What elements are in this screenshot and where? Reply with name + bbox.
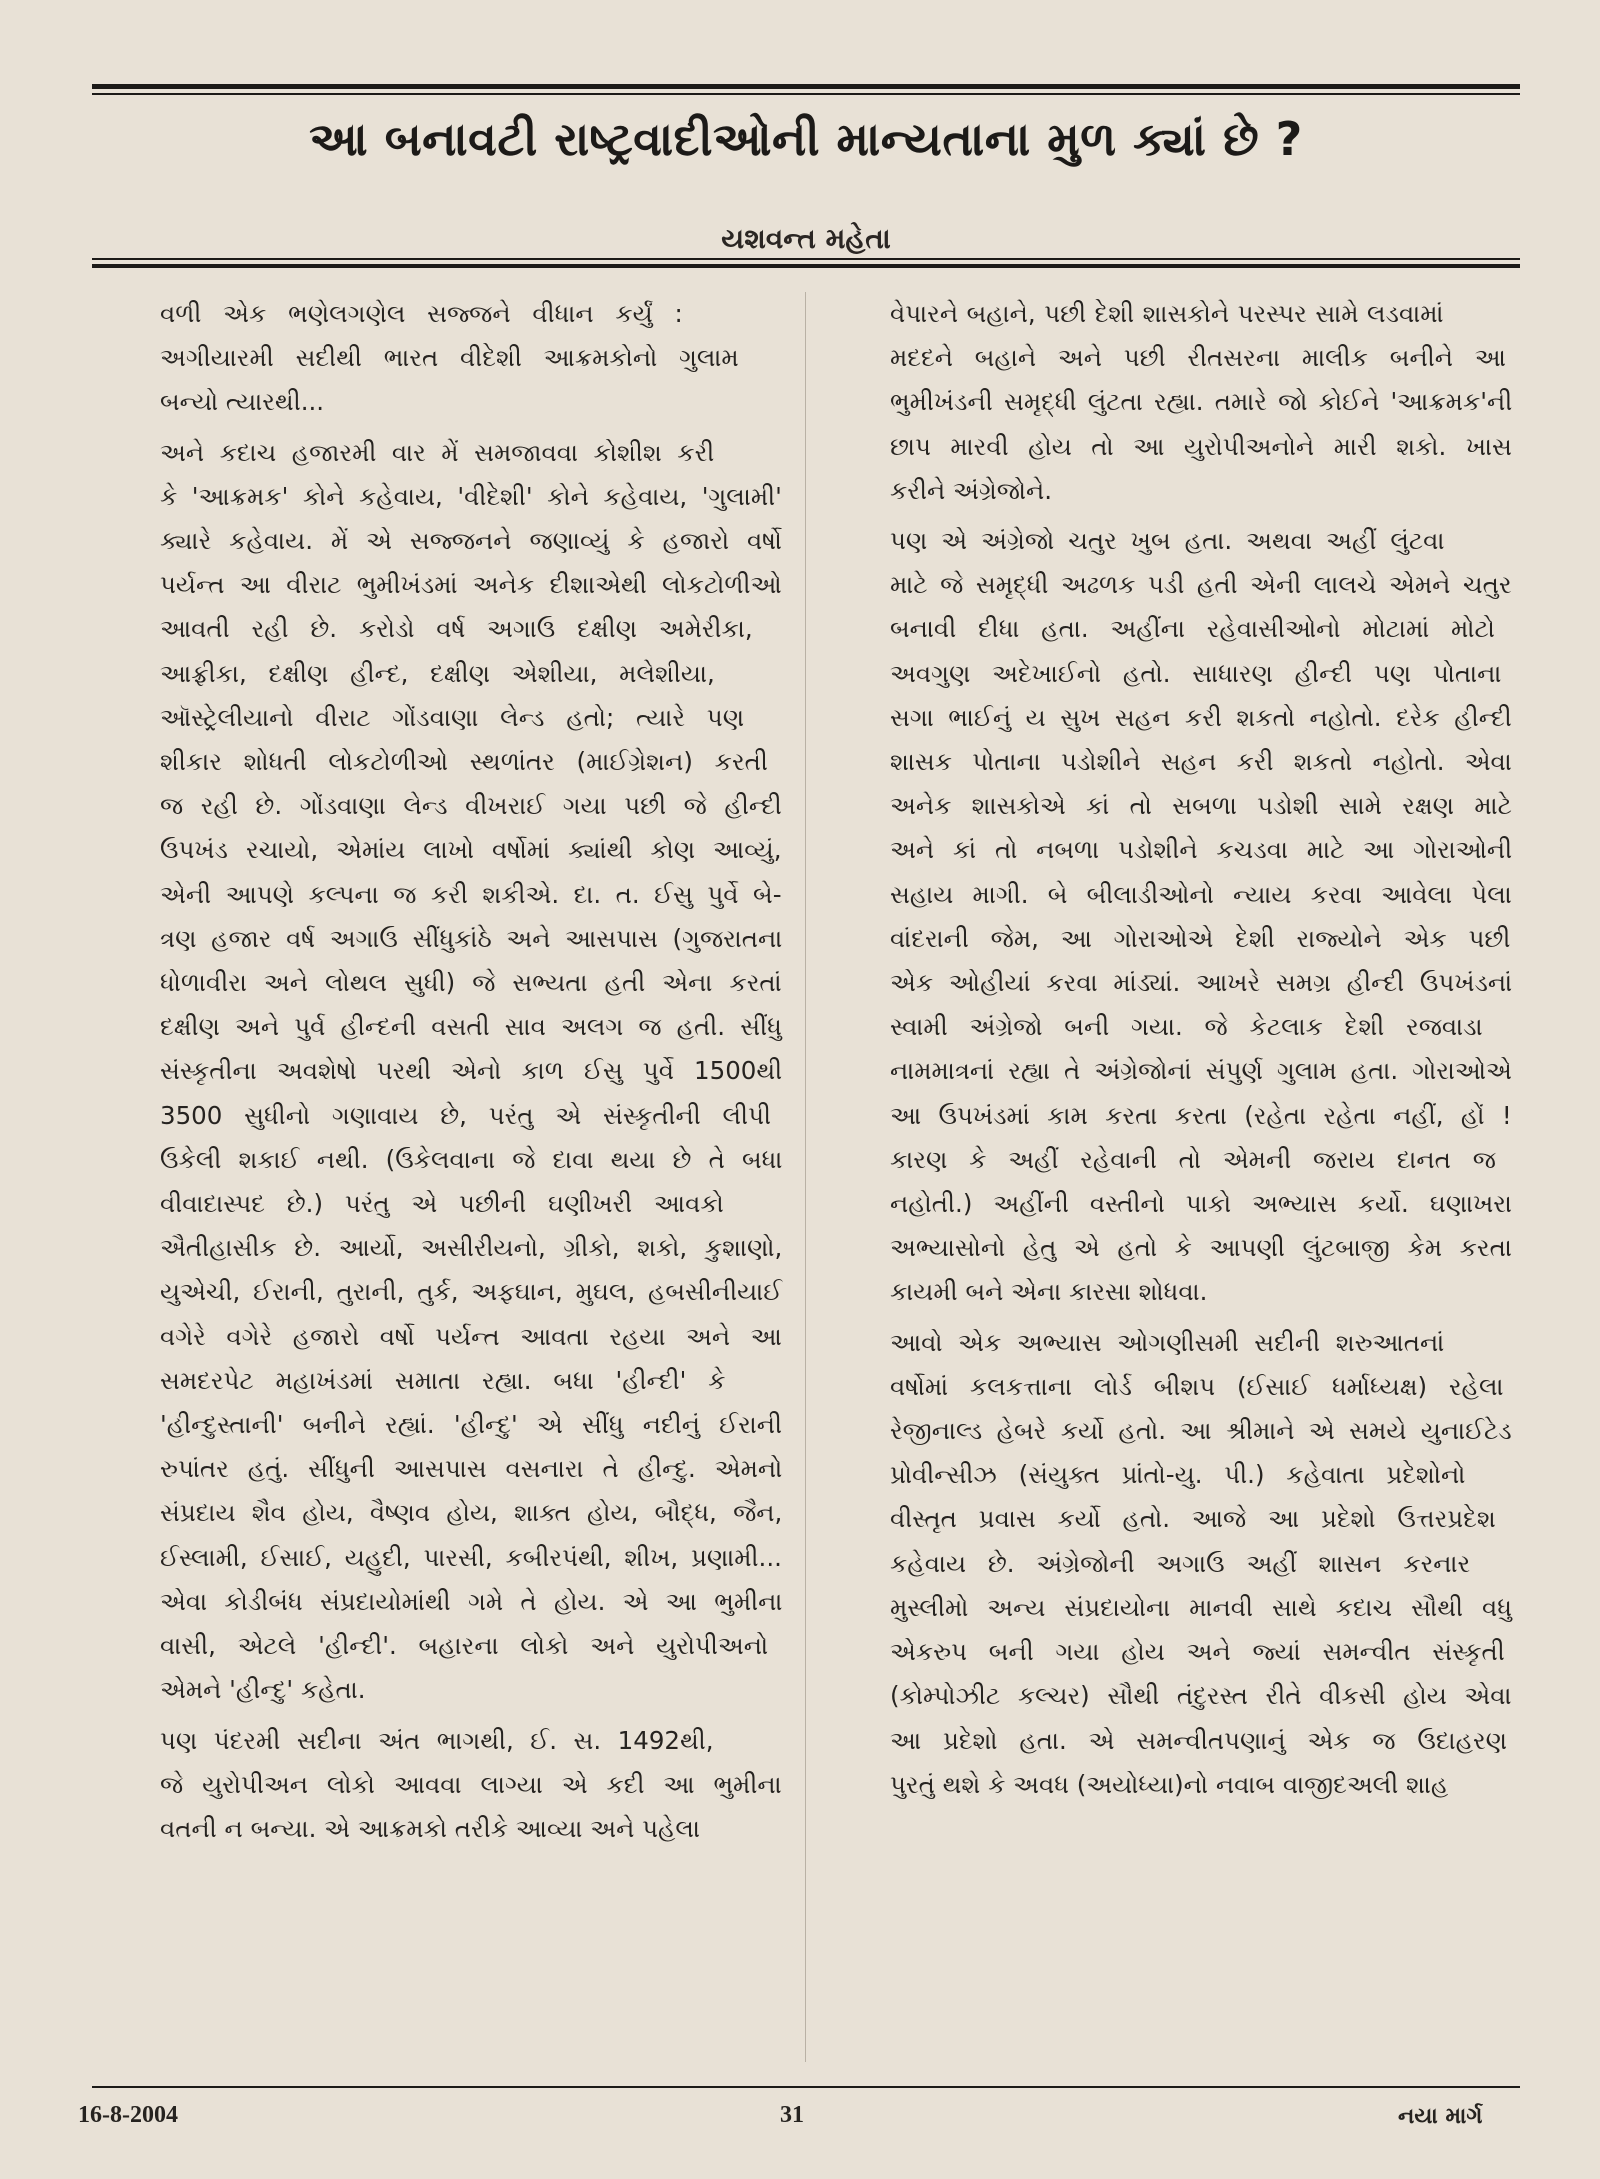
text-line: એકરુપ બની ગયા હોય અને જ્યાં સમન્વીત સંસ્કૃતી (890, 1637, 1505, 1667)
text-line: કે 'આક્રમક' કોને કહેવાય, 'વીદેશી' કોને કહેવાય, 'ગુલામી' (160, 481, 782, 511)
text-line: બન્યો ત્યારથી... (160, 387, 325, 417)
text-line: સહાય માગી. બે બીલાડીઓનો ન્યાય કરવા આવેલા પેલા (890, 879, 1512, 909)
text-line: ઑસ્ટ્રેલીયાનો વીરાટ ગોંડવાણા લેન્ડ હતો; ત્યારે પણ (160, 702, 745, 732)
text-line: માટે જે સમૃદ્ધી અઢળક પડી હતી એની લાલચે એમને ચતુર (890, 570, 1512, 600)
text-line: શાસક પોતાના પડોશીને સહન કરી શકતો નહોતો. એવા (890, 747, 1512, 777)
text-line: ભુમીખંડની સમૃદ્ધી લુંટતા રહ્યા. તમારે જો કોઈને 'આક્રમક'ની (890, 387, 1513, 417)
text-line: બનાવી દીધા હતા. અહીંના રહેવાસીઓનો મોટામાં મોટો (890, 614, 1495, 644)
text-line: જે યુરોપીઅન લોકો આવવા લાગ્યા એ કદી આ ભુમીના (160, 1769, 782, 1799)
text-line: અગીયારમી સદીથી ભારત વીદેશી આક્રમકોનો ગુલામ (160, 343, 739, 373)
text-line: મદદને બહાને અને પછી રીતસરના માલીક બનીને આ (890, 343, 1506, 373)
text-line: જ રહી છે. ગોંડવાણા લેન્ડ વીખરાઈ ગયા પછી જે હીન્દી (160, 791, 782, 821)
text-line: વળી એક ભણેલગણેલ સજ્જને વીધાન કર્યું : (160, 299, 683, 328)
issue-date: 16-8-2004 (78, 2102, 178, 2128)
column-divider (805, 292, 806, 2062)
text-line: પ્રોવીન્સીઝ (સંયુક્ત પ્રાંતો-યુ. પી.) કહેવાતા પ્રદેશોનો (890, 1460, 1466, 1490)
text-line: રેજીનાલ્ડ હેબરે કર્યો હતો. આ શ્રીમાને એ સમયે યુનાઈટેડ (890, 1416, 1512, 1446)
text-line: આવો એક અભ્યાસ ઓગણીસમી સદીની શરુઆતનાં (890, 1327, 1445, 1357)
text-line: આ પ્રદેશો હતા. એ સમન્વીતપણાનું એક જ ઉદાહરણ (890, 1725, 1508, 1755)
paragraph (822, 292, 1512, 513)
text-line: આ ઉપખંડમાં કામ કરતા કરતા (રહેતા રહેતા નહીં, હોં ! (890, 1100, 1512, 1130)
text-line: (કોમ્પોઝીટ કલ્ચર) સૌથી તંદુરસ્ત રીતે વીકસી હોય એવા (890, 1681, 1512, 1711)
text-line: 'હીન્દુસ્તાની' બનીને રહ્યાં. 'હીન્દુ' એ સીંધુ નદીનું ઈરાની (160, 1410, 783, 1440)
text-line: અનેક શાસકોએ કાં તો સબળા પડોશી સામે રક્ષણ માટે (890, 791, 1512, 821)
text-line: અભ્યાસોનો હેતુ એ હતો કે આપણી લુંટબાજી કેમ કરતા (890, 1233, 1512, 1263)
text-line: વીવાદાસ્પદ છે.) પરંતુ એ પછીની ઘણીખરી આવકો (160, 1189, 724, 1219)
article-column-left (92, 292, 782, 1857)
text-line: દક્ષીણ અને પુર્વ હીન્દની વસતી સાવ અલગ જ હતી. સીંધુ (160, 1012, 782, 1042)
paragraph (822, 1321, 1512, 1807)
text-line: વાસી, એટલે 'હીન્દી'. બહારના લોકો અને યુરોપીઅનો (160, 1631, 769, 1661)
paragraph (92, 1719, 782, 1852)
text-line: પણ પંદરમી સદીના અંત ભાગથી, ઈ. સ. 1492થી, (160, 1725, 714, 1755)
text-line: 3500 સુધીનો ગણાવાય છે, પરંતુ એ સંસ્કૃતીની લીપી (160, 1100, 771, 1130)
text-line: આફ્રીકા, દક્ષીણ હીન્દ, દક્ષીણ એશીયા, મલેશીયા, (160, 658, 715, 688)
paragraph (92, 431, 782, 1713)
text-line: અને કાં તો નબળા પડોશીને કચડવા માટે આ ગોરાઓની (890, 835, 1513, 865)
text-line: ઐતીહાસીક છે. આર્યો, અસીરીયનો, ગ્રીકો, શકો, કુશાણો, (160, 1233, 783, 1263)
text-line: નામમાત્રનાં રહ્યા તે અંગ્રેજોનાં સંપુર્ણ ગુલામ હતા. ગોરાઓએ (890, 1056, 1512, 1086)
text-line: યુએચી, ઈરાની, તુરાની, તુર્ક, અફઘાન, મુઘલ, હબસીનીયાઈ (160, 1277, 783, 1307)
text-line: અને કદાચ હજારમી વાર મેં સમજાવવા કોશીશ કરી (160, 437, 715, 467)
page-number: 31 (780, 2102, 804, 2128)
text-line: વર્ષોમાં કલકત્તાના લોર્ડ બીશપ (ઈસાઈ ધર્માધ્યક્ષ) રહેલા (890, 1371, 1504, 1401)
text-line: વતની ન બન્યા. એ આક્રમકો તરીકે આવ્યા અને પહેલા (160, 1813, 700, 1843)
author-name: યશવન્ત મહેતા (721, 222, 891, 255)
text-line: સગા ભાઈનું ય સુખ સહન કરી શકતો નહોતો. દરેક હીન્દી (890, 702, 1512, 732)
text-line: પર્યન્ત આ વીરાટ ભુમીખંડમાં અનેક દીશાએથી લોકટોળીઓ (160, 570, 782, 600)
text-line: વગેરે વગેરે હજારો વર્ષો પર્યન્ત આવતા રહયા અને આ (160, 1321, 782, 1351)
text-line: સંસ્કૃતીના અવશેષો પરથી એનો કાળ ઈસુ પુર્વે 1500થી (160, 1056, 783, 1086)
top-rule-thick (92, 84, 1520, 89)
text-line: ઉકેલી શકાઈ નથી. (ઉકેલવાના જે દાવા થયા છે તે બધા (160, 1144, 783, 1174)
text-line: આવતી રહી છે. કરોડો વર્ષ અગાઉ દક્ષીણ અમેરીકા, (160, 614, 753, 644)
text-line: રુપાંતર હતું. સીંધુની આસપાસ વસનારા તે હીન્દુ. એમનો (160, 1454, 783, 1484)
text-line: ક્યારે કહેવાય. મેં એ સજ્જનને જણાવ્યું કે હજારો વર્ષો (160, 526, 782, 556)
text-line: મુસ્લીમો અન્ય સંપ્રદાયોના માનવી સાથે કદાચ સૌથી વધુ (890, 1592, 1512, 1622)
text-line: એની આપણે કલ્પના જ કરી શકીએ. દા. ત. ઈસુ પુર્વે બે- (160, 879, 782, 909)
text-line: પણ એ અંગ્રેજો ચતુર ખુબ હતા. અથવા અહીં લુંટવા (890, 526, 1445, 556)
text-line: એમને 'હીન્દુ' કહેતા. (160, 1675, 366, 1705)
text-line: વાંદરાની જેમ, આ ગોરાઓએ દેશી રાજ્યોને એક પછી (890, 923, 1511, 953)
magazine-name: નયા માર્ગ (1398, 2104, 1483, 2129)
text-line: કાયમી બને એના કારસા શોધવા. (890, 1277, 1208, 1307)
text-line: શીકાર શોધતી લોકટોળીઓ સ્થળાંતર (માઈગ્રેશન) કરતી (160, 747, 768, 777)
article-title: આ બનાવટી રાષ્ટ્રવાદીઓની માન્યતાના મુળ ક્યાં છે ? (309, 112, 1303, 166)
text-line: છાપ મારવી હોય તો આ યુરોપીઅનોને મારી શકો. ખાસ (890, 431, 1512, 461)
text-line: કહેવાય છે. અંગ્રેજોની અગાઉ અહીં શાસન કરનાર (890, 1548, 1471, 1578)
article-column-right (822, 292, 1512, 1813)
text-line: નહોતી.) અહીંની વસ્તીનો પાકો અભ્યાસ કર્યો. ઘણાખરા (890, 1189, 1512, 1219)
text-line: ધોળાવીરા અને લોથલ સુધી) જે સભ્યતા હતી એના કરતાં (160, 968, 782, 998)
header-rule-thin (92, 258, 1520, 260)
text-line: ઈસ્લામી, ઈસાઈ, યહુદી, પારસી, કબીરપંથી, શીખ, પ્રણામી... (160, 1542, 782, 1572)
text-line: સમદરપેટ મહાખંડમાં સમાતા રહ્યા. બધા 'હીન્દી' કે (160, 1365, 726, 1395)
text-line: ત્રણ હજાર વર્ષ અગાઉ સીંધુકાંઠે અને આસપાસ (ગુજરાતના (160, 923, 783, 953)
top-rule-thin (92, 93, 1520, 95)
header-rule-thick (92, 264, 1520, 268)
paragraph (822, 519, 1512, 1315)
text-line: વેપારને બહાને, પછી દેશી શાસકોને પરસ્પર સામે લડવામાં (890, 299, 1444, 328)
text-line: કારણ કે અહીં રહેવાની તો એમની જરાય દાનત જ (890, 1144, 1496, 1174)
text-line: સંપ્રદાય શૈવ હોય, વૈષ્ણવ હોય, શાક્ત હોય, બૌદ્ધ, જૈન, (160, 1498, 783, 1528)
text-line: પુરતું થશે કે અવધ (અયોધ્યા)નો નવાબ વાજીદઅલી શાહ (890, 1769, 1449, 1799)
text-line: સ્વામી અંગ્રેજો બની ગયા. જે કેટલાક દેશી રજવાડા (890, 1012, 1483, 1042)
text-line: વીસ્તૃત પ્રવાસ કર્યો હતો. આજે આ પ્રદેશો ઉત્તરપ્રદેશ (890, 1504, 1496, 1534)
text-line: ઉપખંડ રચાયો, એમાંય લાખો વર્ષોમાં ક્યાંથી કોણ આવ્યું, (160, 835, 782, 865)
footer-rule (92, 2086, 1520, 2088)
text-line: એક ઓહીયાં કરવા માંડ્યાં. આખરે સમગ્ર હીન્દી ઉપખંડનાં (890, 968, 1513, 998)
text-line: કરીને અંગ્રેજોને. (890, 475, 1053, 505)
text-line: એવા કોડીબંધ સંપ્રદાયોમાંથી ગમે તે હોય. એ આ ભુમીના (160, 1586, 783, 1616)
paragraph (92, 292, 782, 425)
text-line: અવગુણ અદેખાઈનો હતો. સાધારણ હીન્દી પણ પોતાના (890, 658, 1502, 688)
